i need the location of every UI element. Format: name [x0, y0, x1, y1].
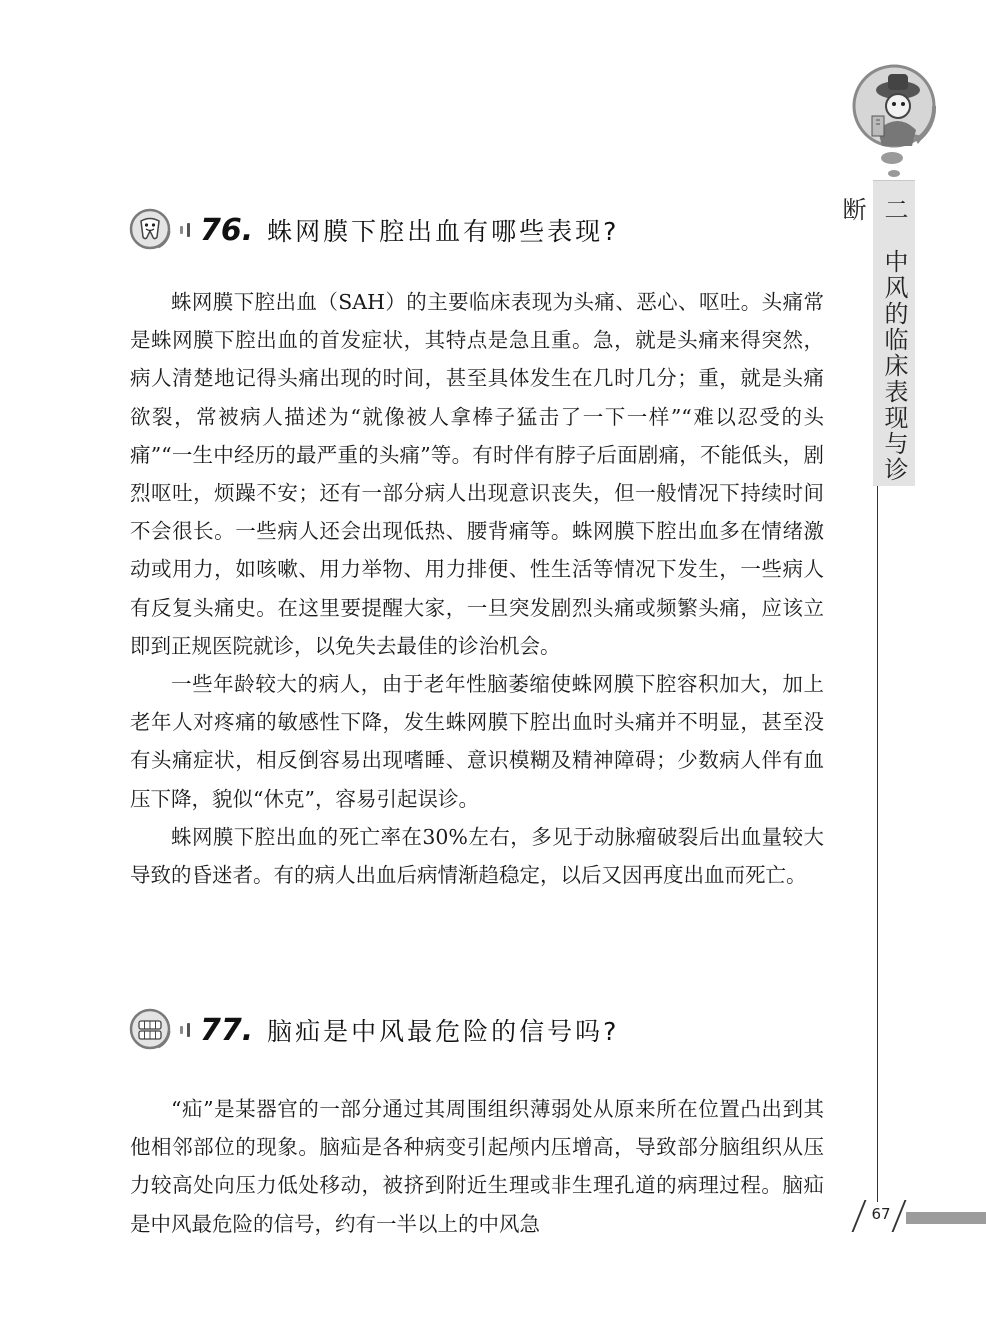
chapter-tab [838, 180, 915, 486]
section-body-76 [130, 283, 824, 894]
section-body-77 [130, 1090, 824, 1243]
page-number-block [852, 1200, 986, 1234]
paragraph: 蛛网膜下腔出血的死亡率在30%左右，多见于动脉瘤破裂后出血量较大导致的昏迷者。有的病人出血后病情渐趋稳定，以后又因再度出血而死亡。 [130, 824, 824, 888]
section-number: 76. [200, 212, 254, 248]
section-heading-77 [128, 1002, 619, 1058]
chapter-tab-title: 二 中风的临床表现与诊断 [838, 197, 908, 483]
page-number: 67 [871, 1205, 891, 1223]
section-title: 蛛网膜下腔出血有哪些表现? [267, 217, 620, 246]
paragraph: 蛛网膜下腔出血（SAH）的主要临床表现为头痛、恶心、呕吐。头痛常是蛛网膜下腔出血的首发症状，其特点是急且重。急，就是头痛来得突然，病人清楚地记得头痛出现的时间，甚至具体发生在几时几分；重，就是头痛欲裂，常被病人描述为“就像被人拿棒子猛击了一下一样”“难以忍受的头痛”“一生中经历的最严重的头痛”等。有时伴有脖子后面剧痛，不能低头，剧烈呕吐，烦躁不安；还有一部分病人出现意识丧失，但一般情况下持续时间不会很长。一些病人还会出现低热、腰背痛等。蛛网膜下腔出血多在情绪激动或用力，如咳嗽、用力举物、用力排便、性生活等情况下发生，一些病人有反复头痛史。在这里要提醒大家，一旦突发剧烈头痛或频繁头痛，应该立即到正规医院就诊，以免失去最佳的诊治机会。 [130, 290, 824, 658]
section-title: 脑疝是中风最危险的信号吗? [267, 1017, 620, 1046]
paragraph: “疝”是某器官的一部分通过其周围组织薄弱处从原来所在位置凸出到其他相邻部位的现象。脑疝是各种病变引起颅内压增高，导致部分脑组织从压力较高处向压力低处移动，被挤到附近生理或非生理孔道的病理过程。脑疝是中风最危险的信号，约有一半以上的中风急 [130, 1097, 824, 1236]
section-heading-76 [128, 202, 619, 258]
paragraph: 一些年龄较大的病人，由于老年性脑萎缩使蛛网膜下腔容积加大，加上老年人对疼痛的敏感性下降，发生蛛网膜下腔出血时头痛并不明显，甚至没有头痛症状，相反倒容易出现嗜睡、意识模糊及精神障碍；少数病人伴有血压下降，貌似“休克”，容易引起误诊。 [130, 672, 824, 811]
teeth-icon [128, 1007, 174, 1053]
doctor-mascot-icon [848, 60, 944, 156]
page-bar [906, 1212, 986, 1224]
smiling-tooth-icon [128, 207, 174, 253]
section-number: 77. [200, 1012, 254, 1048]
page-slash-left [852, 1200, 867, 1232]
decorative-dot-small [888, 170, 900, 177]
decorative-dot [881, 152, 903, 164]
side-rule [877, 486, 878, 1202]
heading-ticks [180, 223, 190, 237]
heading-ticks [180, 1023, 190, 1037]
